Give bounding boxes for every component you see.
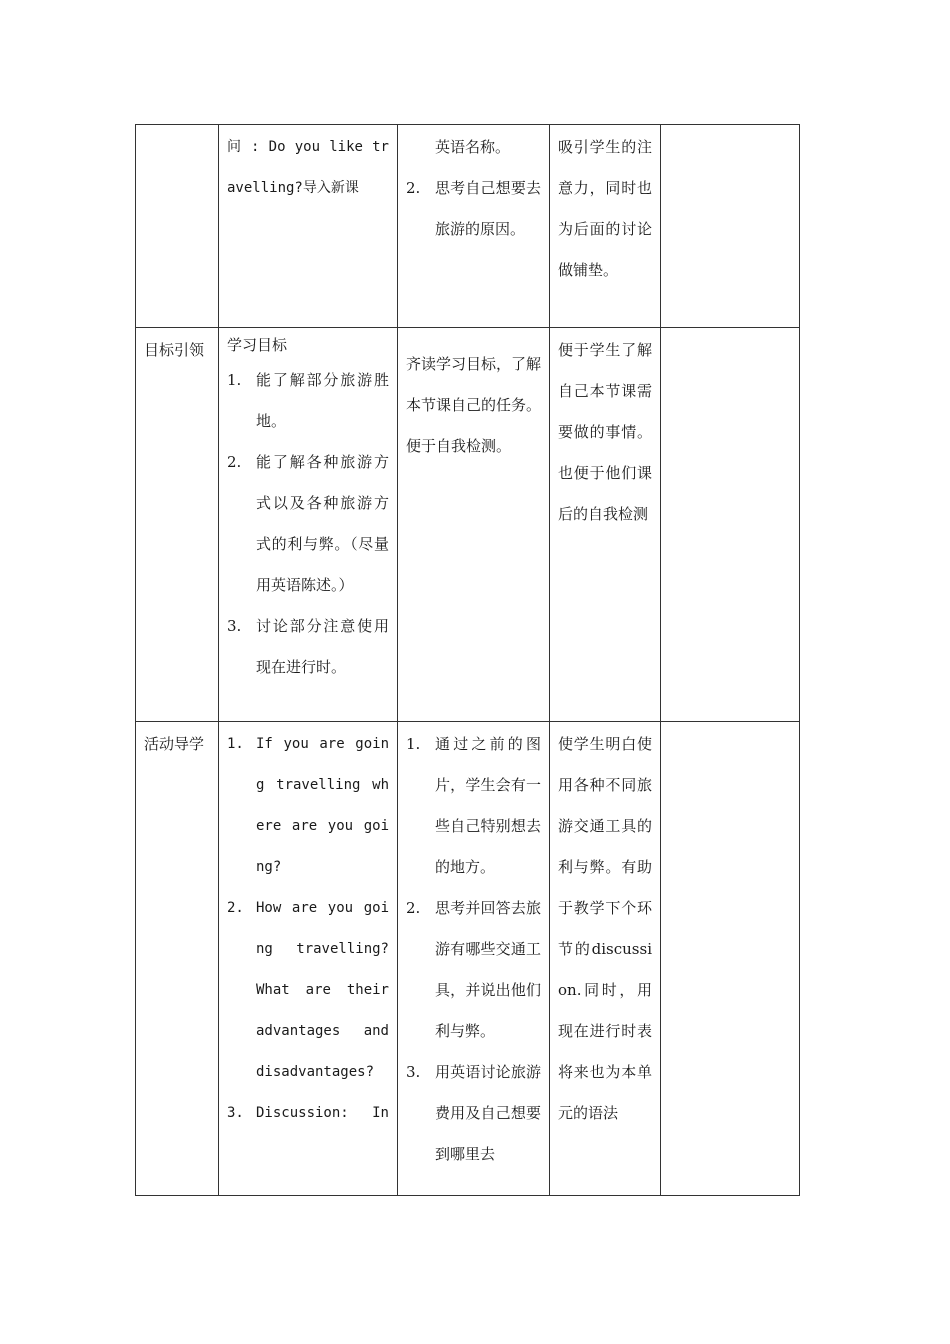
content-cell (219, 125, 398, 328)
table-row (136, 722, 800, 1196)
student-activity-cell (398, 722, 550, 1196)
student-activity-text: 齐读学习目标，了解本节课自己的任务。便于自我检测。 (406, 355, 542, 455)
purpose-cell: 吸引学生的注意力，同时也为后面的讨论做铺垫。 (550, 125, 661, 328)
purpose-cell: 使学生明白使用各种不同旅游交通工具的利与弊。有助于教学下个环节的discussion.同时，用现在进行时表将来也为本单元的语法 (550, 722, 661, 1196)
list-item: 3. 用英语讨论旅游费用及自己想要到哪里去 (406, 1063, 541, 1163)
table-row (136, 328, 800, 722)
questions-list (227, 724, 389, 1134)
notes-cell (661, 722, 800, 1196)
list-item: 1. 能了解部分旅游胜地。 (227, 371, 389, 430)
student-activity-cell (398, 328, 550, 722)
content-heading: 学习目标 (227, 336, 288, 354)
student-activity-list (406, 127, 541, 250)
stage-cell (136, 125, 219, 328)
lesson-plan-table (135, 124, 800, 1196)
notes-cell (661, 328, 800, 722)
purpose-cell: 便于学生了解自己本节课需要做的事情。也便于他们课后的自我检测 (550, 328, 661, 722)
list-item: 2. 思考自己想要去旅游的原因。 (406, 179, 541, 238)
list-item: 2. 思考并回答去旅游有哪些交通工具，并说出他们利与弊。 (406, 899, 541, 1040)
list-item: 1. If you are going travelling where are you going? (227, 736, 389, 875)
content-paragraph: 问 : Do you like travelling?导入新课 (227, 139, 389, 196)
content-cell (219, 722, 398, 1196)
list-item: 3. Discussion: In (227, 1105, 389, 1121)
content-cell (219, 328, 398, 722)
list-item: 2. How are you going travelling? What are their advantages and disadvantages? (227, 900, 389, 1080)
objectives-list (227, 360, 389, 688)
list-item: 3. 讨论部分注意使用现在进行时。 (227, 617, 389, 676)
list-item: 英语名称。 (435, 138, 511, 156)
student-activity-list (406, 724, 541, 1175)
list-item: 2. 能了解各种旅游方式以及各种旅游方式的利与弊。（尽量用英语陈述。） (227, 453, 389, 594)
stage-cell: 目标引领 (136, 328, 219, 722)
student-activity-cell (398, 125, 550, 328)
stage-cell: 活动导学 (136, 722, 219, 1196)
notes-cell (661, 125, 800, 328)
list-item: 1. 通过之前的图片，学生会有一些自己特别想去的地方。 (406, 735, 541, 876)
table-row (136, 125, 800, 328)
